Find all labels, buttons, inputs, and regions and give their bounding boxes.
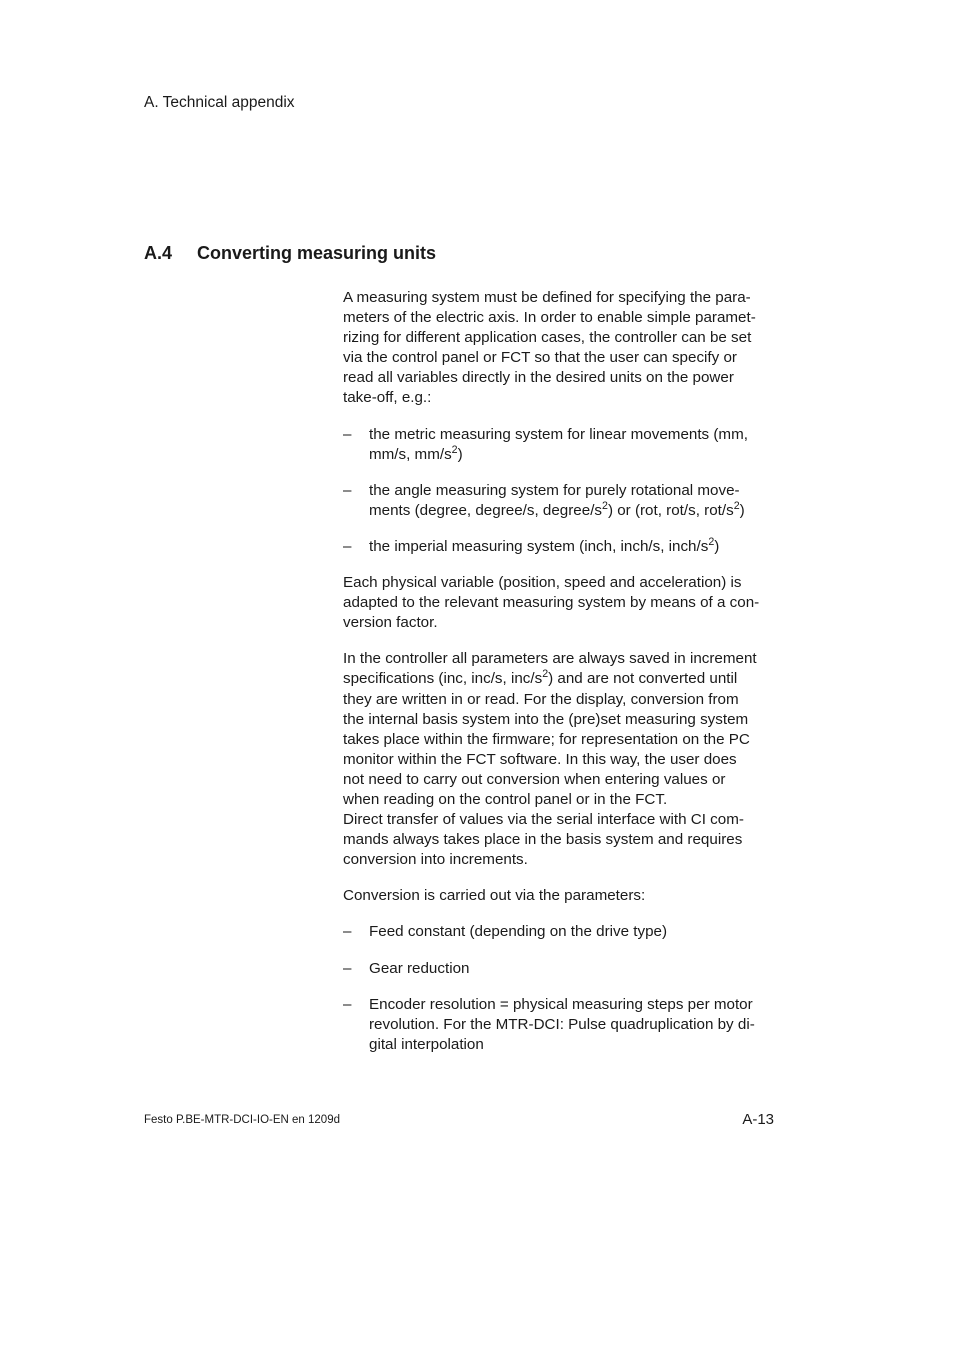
dash-bullet: – (343, 425, 352, 443)
list-item-text: the metric measuring system for linear movements (mm, mm/s, $mm/s^2$) (369, 425, 748, 463)
footer-page-number: A-13 (742, 1111, 774, 1128)
dash-bullet: – (343, 959, 352, 977)
list-item-text: Feed constant (depending on the drive type) (369, 923, 668, 941)
dash-bullet: – (343, 923, 352, 941)
footer-document-id: Festo P.BE-MTR-DCI-IO-EN en 1209d (144, 1114, 340, 1126)
conversion-parameters-list (343, 922, 783, 1054)
list-item (343, 922, 783, 942)
list-item-text: the imperial measuring system (inch, inch/s, inch/$s^2$) (369, 535, 720, 555)
intro-paragraph: A measuring system must be defined for specifying the para- meters of the electric axis. In order to enable simple paramet- rizing for different application cases, the controller can be set via the control panel or FCT so that the user can specify or read all variables directly in the desired units on the power take-off, e.g.: (343, 289, 756, 407)
list-item (343, 959, 783, 979)
list-item-text: Encoder resolution = physical measuring steps per motor revolution. For the MTR-DCI: Pulse quadruplication by di- gital interpolation (369, 995, 755, 1053)
section-body (343, 288, 783, 1071)
conversion-factor-paragraph: Each physical variable (position, speed and acceleration) is adapted to the relevant measuring system by means of a con- version factor. (343, 574, 760, 632)
section-title: Converting measuring units (197, 243, 437, 263)
controller-paragraph: In the controller all parameters are always saved in increment specifications (inc, inc/s, inc/$s^2$) and are not converted until they are written in or read. For the display, conversion from the internal basis system into the (pre)set measuring system takes place within the firmware; for representation on the PC monitor within the FCT software. In this way, the user does not need to carry out conversion when entering values or when reading on the control panel or in the FCT. Direct transfer of values via the serial interface with CI com- mands always takes place in the basis system and requires conversion into increments. (343, 650, 757, 869)
section-number: A.4 (144, 243, 173, 263)
list-item (343, 537, 783, 557)
conversion-parameters-intro: Conversion is carried out via the parameters: (343, 887, 646, 905)
dash-bullet: – (343, 481, 352, 499)
section-heading (144, 243, 436, 264)
dash-bullet: – (343, 995, 352, 1013)
running-header: A. Technical appendix (144, 94, 295, 111)
list-item (343, 425, 783, 465)
list-item (343, 995, 783, 1055)
list-item-text: the angle measuring system for purely rotational move- ments (degree, degree/s, degree/$s^2$) or (rot, rot/s, rot/$s^2$) (369, 481, 745, 519)
measuring-systems-list (343, 425, 783, 557)
dash-bullet: – (343, 537, 352, 555)
list-item (343, 481, 783, 521)
list-item-text: Gear reduction (369, 959, 470, 977)
